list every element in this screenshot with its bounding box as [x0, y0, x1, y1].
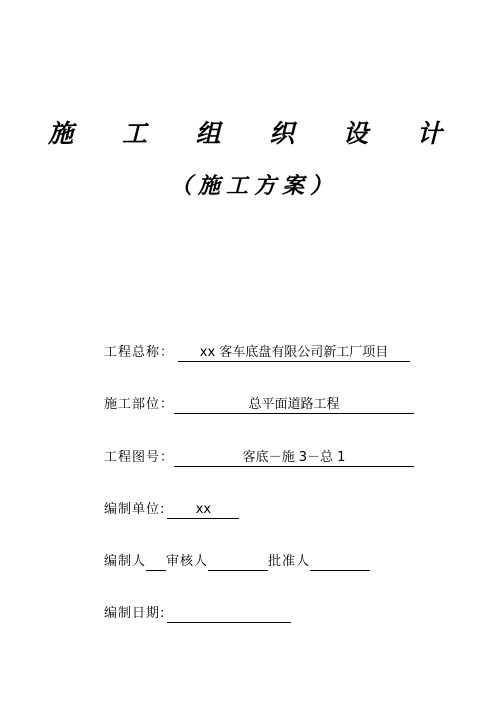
- unit-row: [104, 501, 239, 519]
- date-row: [104, 605, 291, 623]
- compiler-label: 编制人: [104, 554, 147, 569]
- drawing-no-row: [104, 449, 414, 467]
- construction-part-label: 施工部位：: [104, 397, 175, 412]
- unit-value: xx: [167, 501, 239, 519]
- date-blank: [167, 607, 291, 623]
- unit-label: 编制单位:: [104, 502, 166, 517]
- project-name-label: 工程总称：: [104, 345, 175, 360]
- compiler-blank: [146, 555, 166, 571]
- people-row: [104, 553, 370, 571]
- project-name-value: xx 客车底盘有限公司新工厂项目: [178, 344, 410, 362]
- date-label: 编制日期:: [104, 606, 166, 621]
- document-title: 施 工 组 织 设 计: [48, 119, 462, 148]
- drawing-no-value: 客底－施 3－总 1: [174, 449, 414, 467]
- project-name-row: [104, 344, 410, 362]
- approver-label: 批准人: [268, 554, 311, 569]
- approver-blank: [310, 555, 370, 571]
- construction-part-row: [104, 396, 414, 414]
- document-subtitle: （施工方案）: [170, 173, 339, 199]
- construction-part-value: 总平面道路工程: [174, 396, 414, 414]
- reviewer-blank: [208, 555, 268, 571]
- drawing-no-label: 工程图号：: [104, 450, 175, 465]
- reviewer-label: 审核人: [166, 554, 209, 569]
